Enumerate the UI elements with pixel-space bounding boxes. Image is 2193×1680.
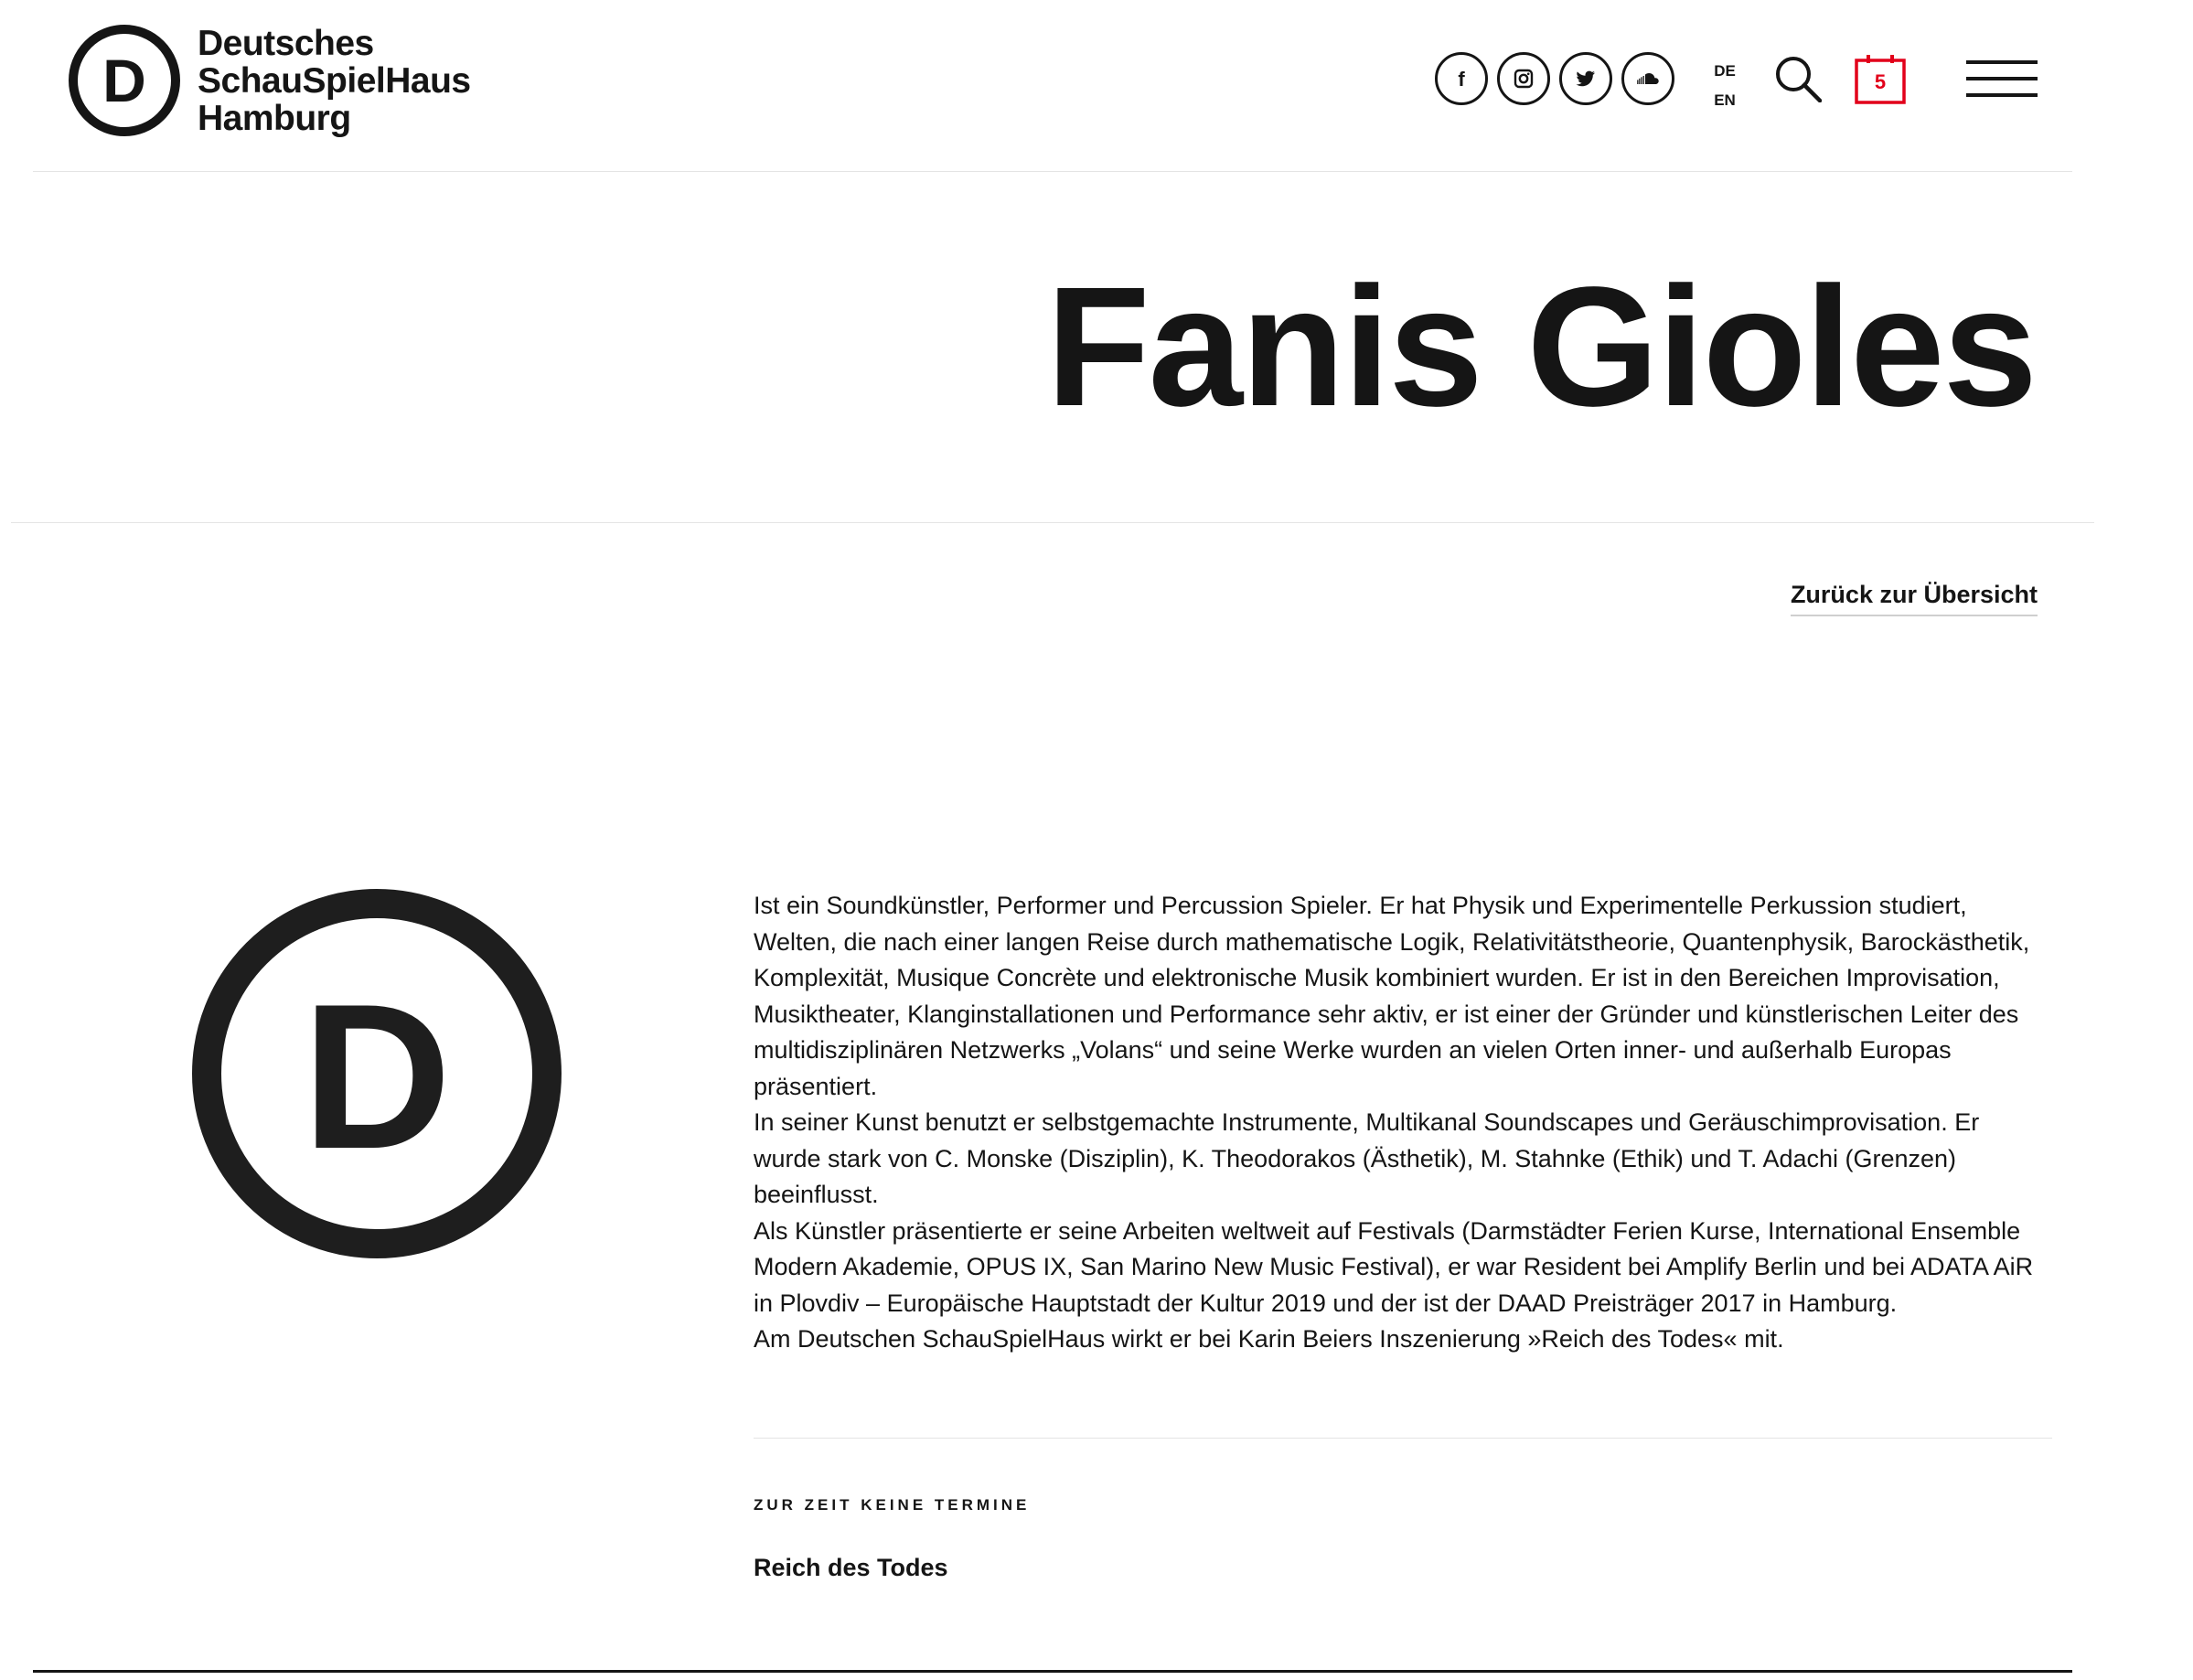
header-divider [33,171,2072,172]
svg-text:f: f [1458,68,1465,91]
twitter-icon [1574,67,1598,91]
svg-text:D: D [302,960,452,1192]
hamburger-icon-bar [1966,93,2038,97]
bio-paragraph: Als Künstler präsentierte er seine Arbeiten weltweit auf Festivals (Darmstädter Ferien Kurse, International Ensemble Modern Akademie, OPUS IX, San Marino New Music Festival), er war Resident bei Amplify Berlin und bei ADATA AiR in Plovdiv – Europäische Hauptstadt der Kultur 2019 und der ist der DAAD Preisträger 2017 in Hamburg. [754,1216,2034,1317]
svg-text:D: D [102,47,146,114]
logo-line-3: Hamburg [198,98,351,138]
page-title: Fanis Gioles [1045,252,2036,442]
back-to-overview-link[interactable]: Zurück zur Übersicht [1791,576,2038,616]
instagram-icon [1512,67,1535,91]
portrait-placeholder-logo-icon [192,889,562,1258]
bio-paragraph: Ist ein Soundkünstler, Performer und Percussion Spieler. Er hat Physik und Experimentelle Perkussion studiert, Welten, die nach einer langen Reise durch mathematische Logik, Relativitätstheorie, Quantenphysik, Barockästhetik, Komplexität, Musique Concrète und elektronische Musik kombiniert wurden. Er ist in den Bereichen Improvisation, Musiktheater, Klanginstallationen und Performance sehr aktiv, er ist einer der Gründer und künstlerischen Leiter des multidisziplinären Netzwerks „Volans“ und seine Werke wurden an vielen Orten inner- und außerhalb Europas präsentiert. [754,892,2030,1100]
menu-button[interactable] [1966,60,2038,101]
bio-divider [754,1438,2052,1439]
logo-line-2: SchauSpielHaus [198,60,471,101]
footer-divider [33,1670,2072,1673]
lang-en[interactable]: EN [1714,91,1736,109]
soundcloud-link[interactable] [1621,52,1674,105]
lang-de[interactable]: DE [1714,62,1736,80]
hamburger-icon-bar [1966,60,2038,64]
search-icon [1774,55,1822,102]
social-links [1435,52,1684,105]
logo-line-1: Deutsches [198,23,374,63]
twitter-link[interactable] [1559,52,1612,105]
facebook-icon [1450,67,1473,91]
bio-paragraph: In seiner Kunst benutzt er selbstgemachte Instrumente, Multikanal Soundscapes und Geräuschimprovisation. Er wurde stark von C. Monske (Disziplin), K. Theodorakos (Ästhetik), M. Stahnke (Ethik) und T. Adachi (Grenzen) beeinflusst. [754,1108,1980,1208]
soundcloud-icon [1636,67,1660,91]
logo-link[interactable] [68,24,471,137]
artist-bio [754,888,2052,1358]
schauspielhaus-logo-icon [68,24,181,137]
instagram-link[interactable] [1497,52,1550,105]
calendar-button[interactable] [1855,55,1906,104]
logo-wordmark [198,25,471,137]
facebook-link[interactable] [1435,52,1488,105]
language-switch [1710,57,1739,115]
hamburger-icon-bar [1966,77,2038,80]
calendar-count: 5 [1874,70,1887,93]
search-button[interactable] [1774,55,1822,102]
production-link[interactable]: Reich des Todes [754,1554,948,1581]
no-dates-label: ZUR ZEIT KEINE TERMINE [754,1496,1031,1514]
bio-paragraph: Am Deutschen SchauSpielHaus wirkt er bei Karin Beiers Inszenierung »Reich des Todes« mit. [754,1325,1784,1353]
title-divider [11,522,2094,523]
